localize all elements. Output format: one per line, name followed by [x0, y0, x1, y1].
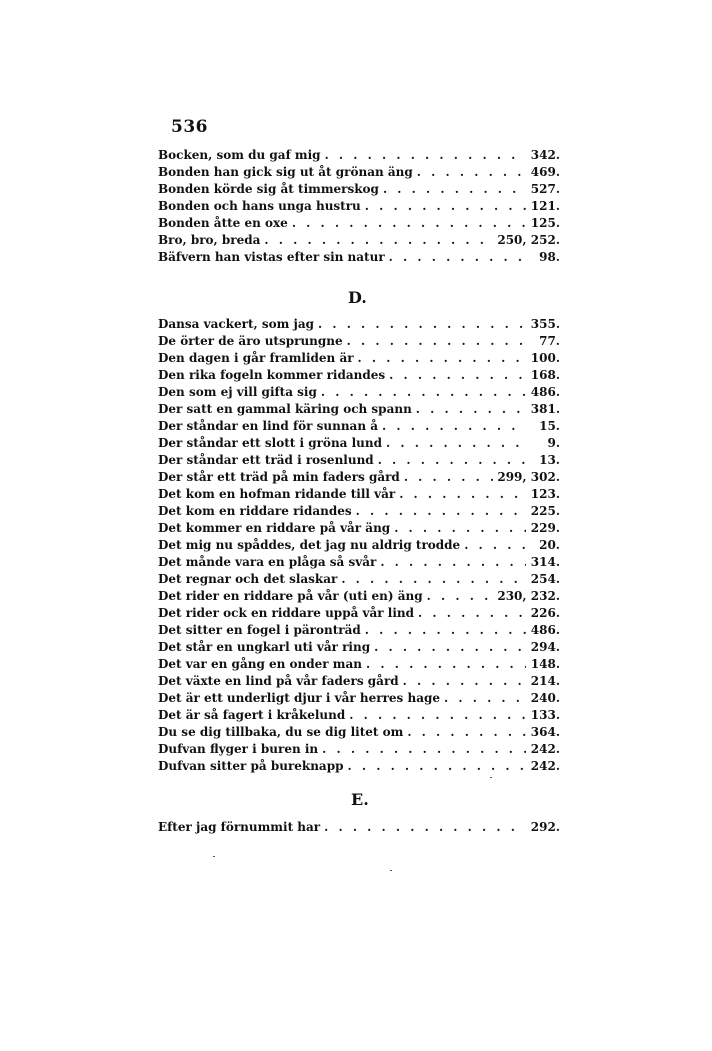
- entry-title: Det var en gång en onder man: [158, 657, 362, 671]
- index-entry: [158, 351, 560, 368]
- entry-title: Det rider ock en riddare uppå vår lind: [158, 606, 415, 620]
- dot-leader: [464, 538, 526, 552]
- index-entry: [158, 623, 560, 640]
- entry-page-ref: 469.: [530, 165, 560, 179]
- entry-title: Det är ett underligt djur i vår herres hage: [158, 691, 440, 705]
- entry-title: Bonden han gick sig ut åt grönan äng: [158, 165, 413, 179]
- entry-page-ref: 100.: [530, 351, 560, 365]
- index-entry: [158, 233, 560, 250]
- entry-title: Bonden åtte en oxe: [158, 216, 288, 230]
- entry-title: Den som ej vill gifta sig: [158, 385, 317, 399]
- dot-leader: [407, 725, 526, 739]
- index-entry: [158, 317, 560, 334]
- entry-page-ref: 77.: [539, 334, 560, 348]
- dot-leader: [383, 182, 526, 196]
- index-entry: [158, 470, 560, 487]
- entry-title: Den rika fogeln kommer ridandes: [158, 368, 386, 382]
- entry-page-ref: 15.: [539, 419, 560, 433]
- entry-page-ref: 225.: [530, 504, 560, 518]
- entry-title: Dufvan sitter på bureknapp: [158, 759, 344, 773]
- dot-leader: [403, 674, 526, 688]
- entry-page-ref: 168.: [530, 368, 560, 382]
- index-entry: [158, 182, 560, 199]
- index-entry: [158, 742, 560, 759]
- entry-title: Der ståndar ett träd i rosenlund: [158, 453, 374, 467]
- dot-leader: [374, 640, 526, 654]
- section-heading-d: D.: [348, 288, 367, 307]
- entry-page-ref: 342.: [530, 148, 560, 162]
- dot-leader: [324, 820, 526, 834]
- entry-page-ref: 250, 252.: [497, 233, 560, 247]
- index-entry: [158, 820, 560, 837]
- entry-title: Efter jag förnummit har: [158, 820, 321, 834]
- index-entry: [158, 148, 560, 165]
- index-entry: [158, 199, 560, 216]
- dot-leader: [292, 216, 526, 230]
- dot-leader: [389, 368, 526, 382]
- entry-title: Bro, bro, breda: [158, 233, 261, 247]
- entry-title: Bocken, som du gaf mig: [158, 148, 321, 162]
- entry-title: Det står en ungkarl uti vår ring: [158, 640, 371, 654]
- entry-title: Du se dig tillbaka, du se dig litet om: [158, 725, 404, 739]
- dot-leader: [444, 691, 526, 705]
- entry-title: Det sitter en fogel i päronträd: [158, 623, 361, 637]
- dot-leader: [356, 504, 526, 518]
- index-section-d: [158, 317, 560, 776]
- index-entry: [158, 504, 560, 521]
- dot-leader: [321, 385, 526, 399]
- dot-leader: [389, 250, 526, 264]
- dot-leader: [404, 470, 494, 484]
- entry-title: Det är så fagert i kråkelund: [158, 708, 346, 722]
- entry-page-ref: 242.: [530, 742, 560, 756]
- index-entry: [158, 521, 560, 538]
- index-entry: [158, 368, 560, 385]
- index-entry: [158, 419, 560, 436]
- dot-leader: [365, 623, 526, 637]
- entry-title: Bonden och hans unga hustru: [158, 199, 361, 213]
- page-number: 536: [171, 117, 208, 137]
- entry-title: Der står ett träd på min faders gård: [158, 470, 400, 484]
- dot-leader: [417, 165, 526, 179]
- entry-page-ref: 125.: [530, 216, 560, 230]
- entry-page-ref: 486.: [530, 385, 560, 399]
- index-entry: [158, 538, 560, 555]
- entry-page-ref: 123.: [530, 487, 560, 501]
- dot-leader: [380, 555, 526, 569]
- entry-page-ref: 527.: [530, 182, 560, 196]
- entry-page-ref: 299, 302.: [497, 470, 560, 484]
- print-speck: [213, 856, 215, 857]
- entry-page-ref: 9.: [547, 436, 560, 450]
- index-entry: [158, 165, 560, 182]
- index-entry: [158, 759, 560, 776]
- entry-page-ref: 229.: [530, 521, 560, 535]
- index-entry: [158, 606, 560, 623]
- entry-title: Det regnar och det slaskar: [158, 572, 338, 586]
- dot-leader: [416, 402, 526, 416]
- entry-title: Dansa vackert, som jag: [158, 317, 314, 331]
- index-entry: [158, 250, 560, 267]
- entry-page-ref: 254.: [530, 572, 560, 586]
- index-entry: [158, 657, 560, 674]
- entry-page-ref: 230, 232.: [497, 589, 560, 603]
- entry-page-ref: 242.: [530, 759, 560, 773]
- dot-leader: [418, 606, 526, 620]
- entry-page-ref: 148.: [530, 657, 560, 671]
- entry-title: Det rider en riddare på vår (uti en) äng: [158, 589, 423, 603]
- dot-leader: [382, 419, 526, 433]
- entry-page-ref: 214.: [530, 674, 560, 688]
- entry-title: Det månde vara en plåga så svår: [158, 555, 377, 569]
- entry-page-ref: 226.: [530, 606, 560, 620]
- entry-page-ref: 294.: [530, 640, 560, 654]
- index-entry: [158, 216, 560, 233]
- index-entry: [158, 708, 560, 725]
- print-speck: [490, 777, 492, 778]
- index-entry: [158, 572, 560, 589]
- entry-title: Det kommer en riddare på vår äng: [158, 521, 391, 535]
- index-entry: [158, 691, 560, 708]
- dot-leader: [347, 334, 526, 348]
- entry-page-ref: 20.: [539, 538, 560, 552]
- dot-leader: [358, 351, 526, 365]
- index-entry: [158, 487, 560, 504]
- entry-title: Bäfvern han vistas efter sin natur: [158, 250, 385, 264]
- section-heading-e: E.: [351, 790, 369, 809]
- entry-page-ref: 292.: [530, 820, 560, 834]
- entry-title: Det växte en lind på vår faders gård: [158, 674, 399, 688]
- dot-leader: [427, 589, 494, 603]
- index-entry: [158, 334, 560, 351]
- dot-leader: [325, 148, 526, 162]
- entry-page-ref: 314.: [530, 555, 560, 569]
- dot-leader: [394, 521, 526, 535]
- dot-leader: [386, 436, 526, 450]
- entry-title: Bonden körde sig åt timmerskog: [158, 182, 379, 196]
- entry-title: Det kom en riddare ridandes: [158, 504, 352, 518]
- index-entry: [158, 725, 560, 742]
- entry-page-ref: 381.: [530, 402, 560, 416]
- dot-leader: [264, 233, 493, 247]
- entry-page-ref: 240.: [530, 691, 560, 705]
- dot-leader: [322, 742, 526, 756]
- entry-title: De örter de äro utsprungne: [158, 334, 343, 348]
- dot-leader: [365, 199, 526, 213]
- dot-leader: [378, 453, 526, 467]
- entry-page-ref: 13.: [539, 453, 560, 467]
- dot-leader: [341, 572, 526, 586]
- entry-title: Der ståndar ett slott i gröna lund: [158, 436, 383, 450]
- index-entry: [158, 555, 560, 572]
- print-speck: [390, 870, 392, 871]
- index-entry: [158, 436, 560, 453]
- entry-title: Dufvan flyger i buren in: [158, 742, 319, 756]
- entry-page-ref: 355.: [530, 317, 560, 331]
- entry-title: Det mig nu spåddes, det jag nu aldrig trodde: [158, 538, 461, 552]
- entry-page-ref: 133.: [530, 708, 560, 722]
- index-entry: [158, 385, 560, 402]
- entry-title: Der satt en gammal käring och spann: [158, 402, 412, 416]
- dot-leader: [349, 708, 526, 722]
- index-section-e: [158, 820, 560, 837]
- entry-title: Der ståndar en lind för sunnan å: [158, 419, 379, 433]
- dot-leader: [318, 317, 526, 331]
- entry-page-ref: 486.: [530, 623, 560, 637]
- dot-leader: [348, 759, 527, 773]
- index-entry: [158, 453, 560, 470]
- index-entry: [158, 402, 560, 419]
- entry-page-ref: 98.: [539, 250, 560, 264]
- entry-page-ref: 364.: [530, 725, 560, 739]
- index-entry: [158, 674, 560, 691]
- index-entry: [158, 589, 560, 606]
- entry-title: Det kom en hofman ridande till vår: [158, 487, 396, 501]
- index-section-b: [158, 148, 560, 267]
- entry-title: Den dagen i går framliden är: [158, 351, 354, 365]
- dot-leader: [399, 487, 526, 501]
- index-entry: [158, 640, 560, 657]
- dot-leader: [366, 657, 526, 671]
- entry-page-ref: 121.: [530, 199, 560, 213]
